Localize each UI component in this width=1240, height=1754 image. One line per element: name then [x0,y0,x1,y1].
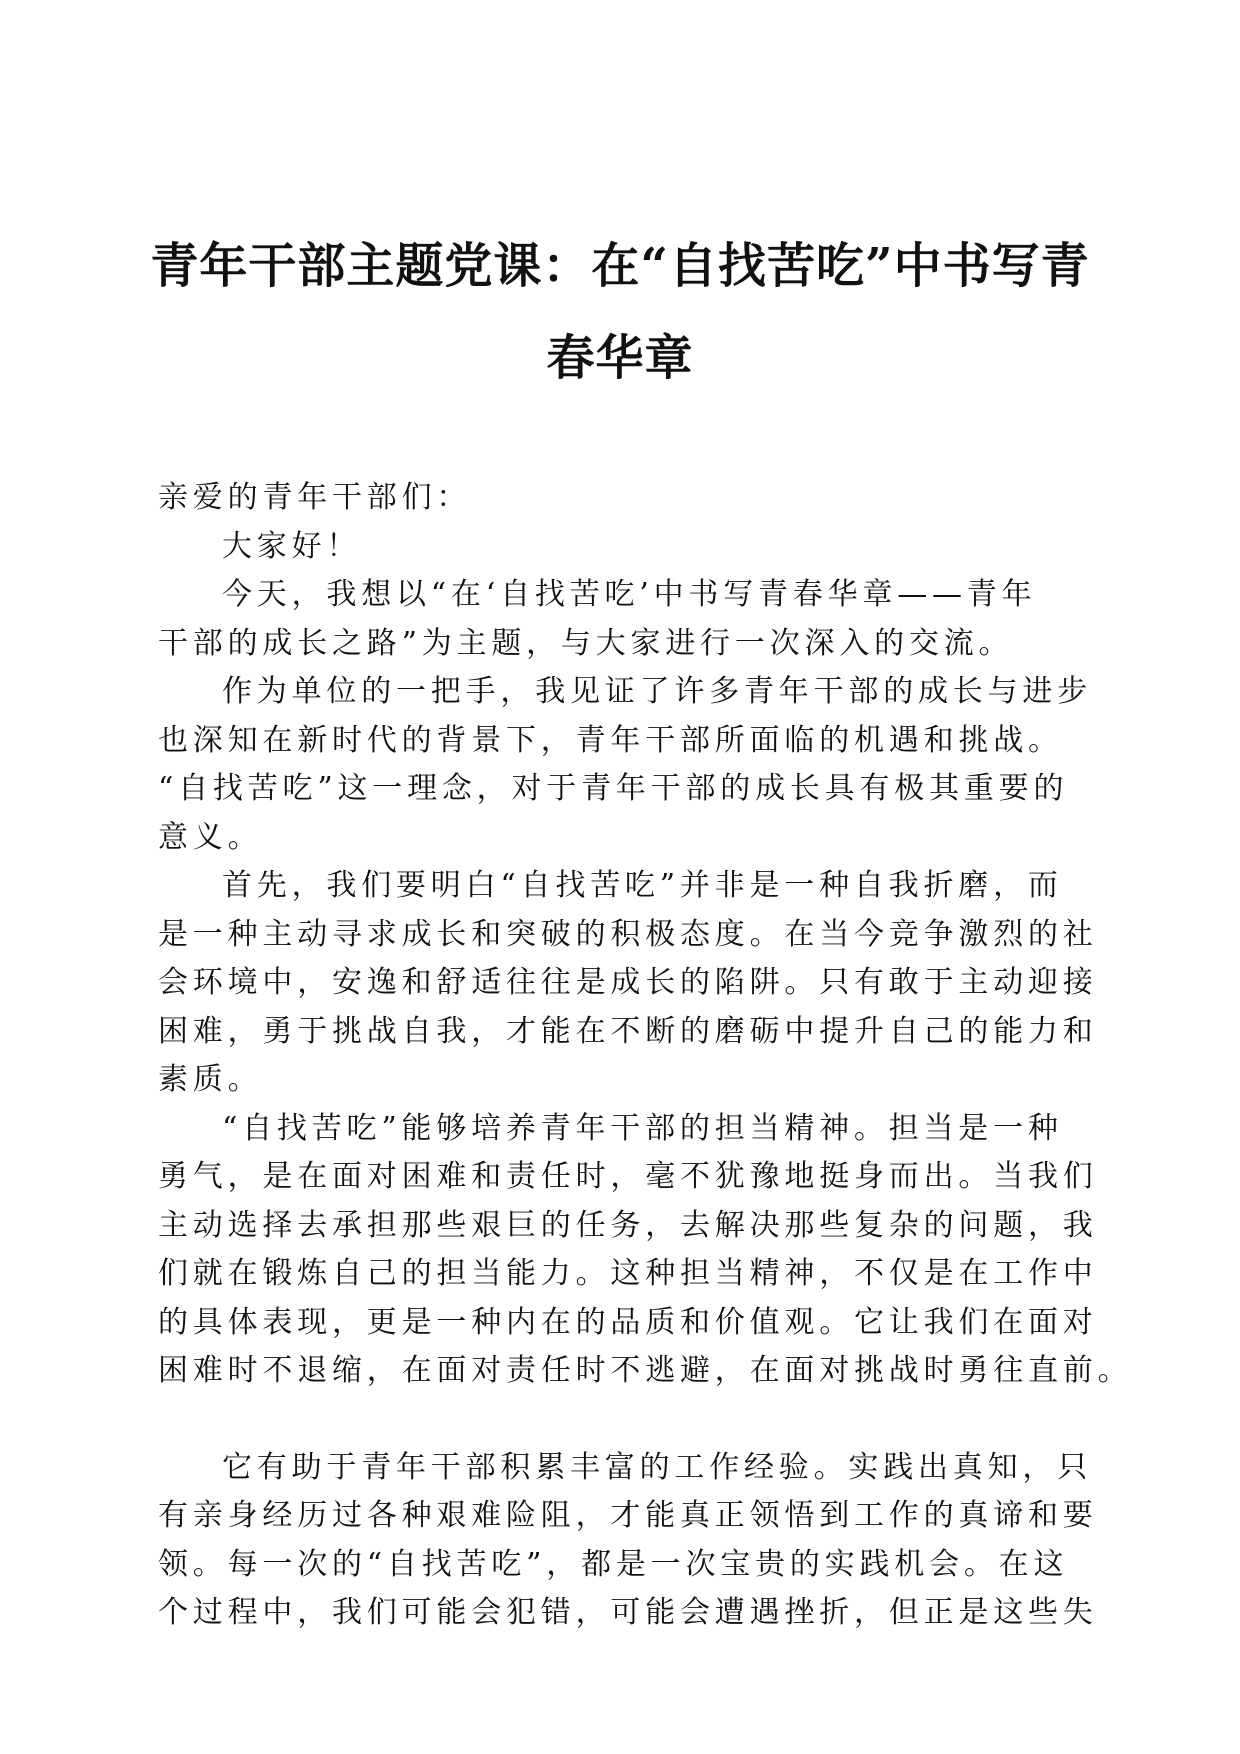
body-line: 首先，我们要明白“自找苦吃”并非是一种自我折磨，而 [222,868,1063,903]
body-line: 它有助于青年干部积累丰富的工作经验。实践出真知，只 [222,1449,1092,1485]
title-line-2: 春华章 [546,330,694,386]
body-line: 今天，我想以“在‘自找苦吃’中书写青春华章——青年 [222,577,1037,612]
body-line: 个过程中，我们可能会犯错，可能会遭遇挫折，但正是这些失 [158,1595,1098,1630]
body-line: 素质。 [158,1062,263,1097]
body-line: 领。每一次的“自找苦吃”，都是一次宝贵的实践机会。在这 [158,1546,1069,1582]
paragraph-gap [158,1396,1088,1444]
body-line: 干部的成长之路”为主题，与大家进行一次深入的交流。 [158,625,1014,661]
body-line: 的具体表现，更是一种内在的品质和价值观。它让我们在面对 [158,1304,1098,1340]
body-line: 也深知在新时代的背景下，青年干部所面临的机遇和挑战。 [158,722,1063,758]
title-line-1: 青年干部主题党课：在“自找苦吃”中书写青 [150,238,1090,294]
body-line: 们就在锻炼自己的担当能力。这种担当精神，不仅是在工作中 [158,1256,1098,1291]
body-line: 主动选择去承担那些艰巨的任务，去解决那些复杂的问题，我 [158,1207,1098,1243]
body-line: 有亲身经历过各种艰难险阻，才能真正领悟到工作的真谛和要 [158,1498,1098,1533]
body-line: 困难，勇于挑战自我，才能在不断的磨砺中提升自己的能力和 [158,1013,1098,1049]
body-line: “自找苦吃”能够培养青年干部的担当精神。担当是一种 [222,1110,1063,1146]
body-line: 是一种主动寻求成长和突破的积极态度。在当今竞争激烈的社 [158,916,1098,952]
body-line: 意义。 [158,819,263,855]
body-line: 困难时不退缩，在面对责任时不逃避，在面对挑战时勇往直前。 [158,1353,1133,1388]
body-line: 大家好！ [222,528,362,564]
document-title [140,220,1100,404]
document-body [158,474,1133,1638]
body-line: 亲爱的青年干部们： [158,480,472,515]
body-line: 作为单位的一把手，我见证了许多青年干部的成长与进步 [222,674,1092,709]
body-line: 会环境中，安逸和舒适往往是成长的陷阱。只有敢于主动迎接 [158,965,1098,1000]
body-line: 勇气，是在面对困难和责任时，毫不犹豫地挺身而出。当我们 [158,1159,1098,1194]
body-line: “自找苦吃”这一理念，对于青年干部的成长具有极其重要的 [158,771,1069,806]
